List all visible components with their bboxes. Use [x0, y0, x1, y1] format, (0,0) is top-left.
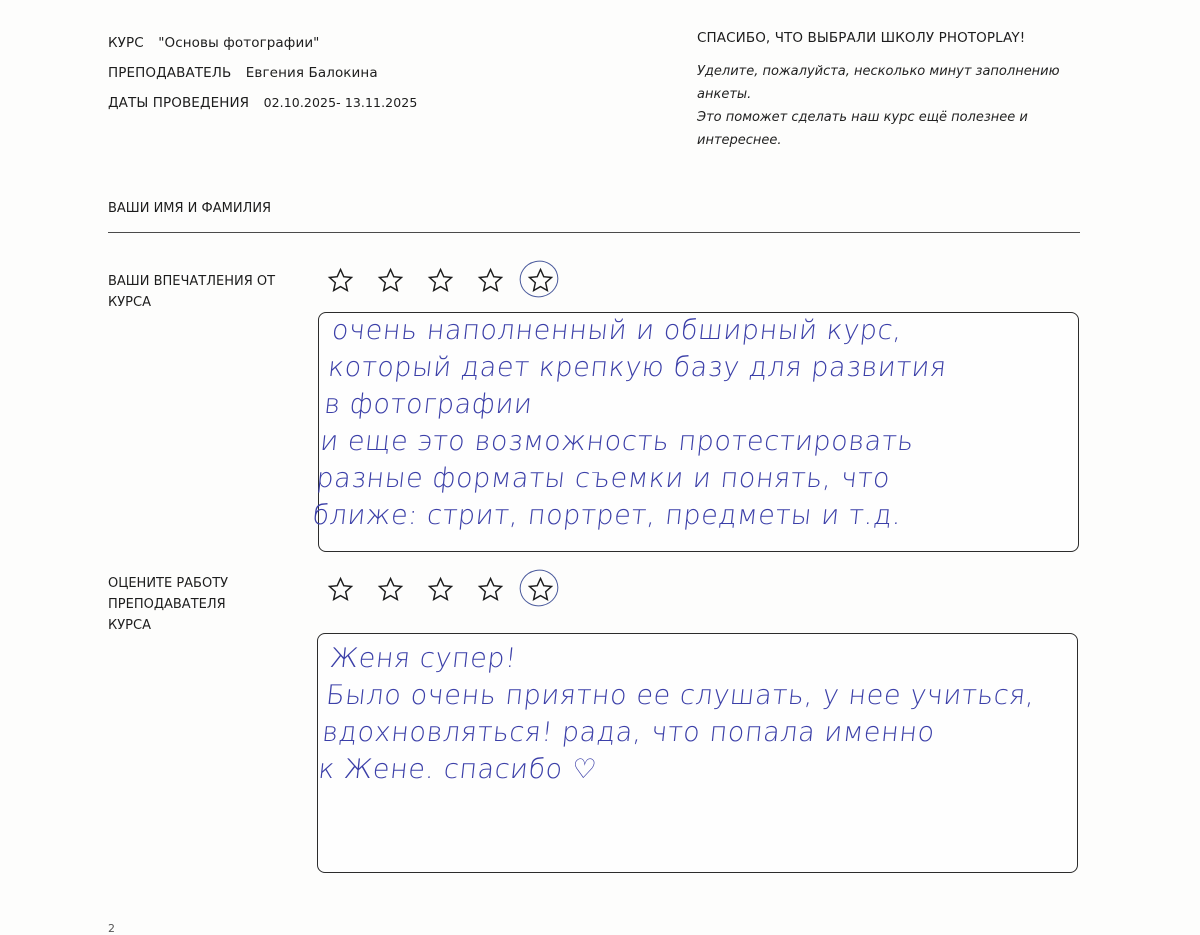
thanks-line: интереснее.	[697, 133, 782, 148]
handwritten-line: вдохновляться! рада, что попала именно	[320, 717, 937, 748]
star-outline-icon[interactable]	[377, 267, 404, 294]
handwritten-line: к Жене. спасибо ♡	[316, 754, 599, 785]
thanks-line: анкеты.	[697, 87, 752, 102]
teacher-label: ПРЕПОДАВАТЕЛЬ	[108, 65, 232, 81]
star-outline-icon[interactable]	[477, 267, 504, 294]
handwritten-line: в фотографии	[322, 389, 535, 420]
star-outline-icon[interactable]	[477, 576, 504, 603]
teacher-rating[interactable]	[327, 576, 554, 603]
star-outline-icon[interactable]	[527, 576, 554, 603]
thanks-title: СПАСИБО, ЧТО ВЫБРАЛИ ШКОЛУ PHOTOPLAY!	[697, 30, 1026, 46]
handwritten-line: разные форматы съемки и понять, что	[314, 463, 892, 494]
handwritten-line: Было очень приятно ее слушать, у нее учиться,	[324, 680, 1037, 711]
handwritten-line: очень наполненный и обширный курс,	[330, 315, 904, 346]
star-outline-icon[interactable]	[527, 267, 554, 294]
star-outline-icon[interactable]	[377, 576, 404, 603]
star-outline-icon[interactable]	[327, 576, 354, 603]
handwritten-line: ближе: стрит, портрет, предметы и т.д.	[310, 500, 904, 531]
star-outline-icon[interactable]	[327, 267, 354, 294]
star-outline-icon[interactable]	[427, 576, 454, 603]
dates-value: 02.10.2025- 13.11.2025	[263, 95, 418, 110]
teacher-line	[108, 65, 378, 81]
teacher-rating-label	[108, 573, 228, 636]
teacher-rating-label-line: ОЦЕНИТЕ РАБОТУ	[108, 576, 229, 591]
thanks-line: Это поможет сделать наш курс ещё полезнее и	[697, 110, 1028, 125]
impressions-handwriting	[311, 312, 953, 534]
impressions-label-line: ВАШИ ВПЕЧАТЛЕНИЯ ОТ	[108, 274, 276, 289]
thanks-line: Уделите, пожалуйста, несколько минут заполнению	[697, 64, 1060, 79]
course-label: КУРС	[108, 35, 144, 51]
handwritten-line: Женя супер!	[328, 643, 519, 674]
handwritten-line: и еще это возможность протестировать	[318, 426, 916, 457]
impressions-rating[interactable]	[327, 267, 554, 294]
name-field-label: ВАШИ ИМЯ И ФАМИЛИЯ	[108, 201, 272, 216]
page-number: 2	[108, 922, 115, 935]
teacher-rating-label-line: ПРЕПОДАВАТЕЛЯ	[108, 597, 226, 612]
teacher-rating-handwriting	[316, 640, 1040, 788]
course-line	[108, 35, 320, 51]
name-field-line[interactable]	[108, 232, 1080, 233]
impressions-label	[108, 271, 275, 313]
star-outline-icon[interactable]	[427, 267, 454, 294]
thanks-text	[697, 60, 1060, 152]
dates-label: ДАТЫ ПРОВЕДЕНИЯ	[108, 95, 250, 111]
impressions-label-line: КУРСА	[108, 295, 151, 310]
course-value: "Основы фотографии"	[158, 35, 320, 51]
handwritten-line: который дает крепкую базу для развития	[326, 352, 949, 383]
teacher-value: Евгения Балокина	[245, 65, 378, 81]
teacher-rating-label-line: КУРСА	[108, 618, 151, 633]
dates-line	[108, 95, 417, 111]
